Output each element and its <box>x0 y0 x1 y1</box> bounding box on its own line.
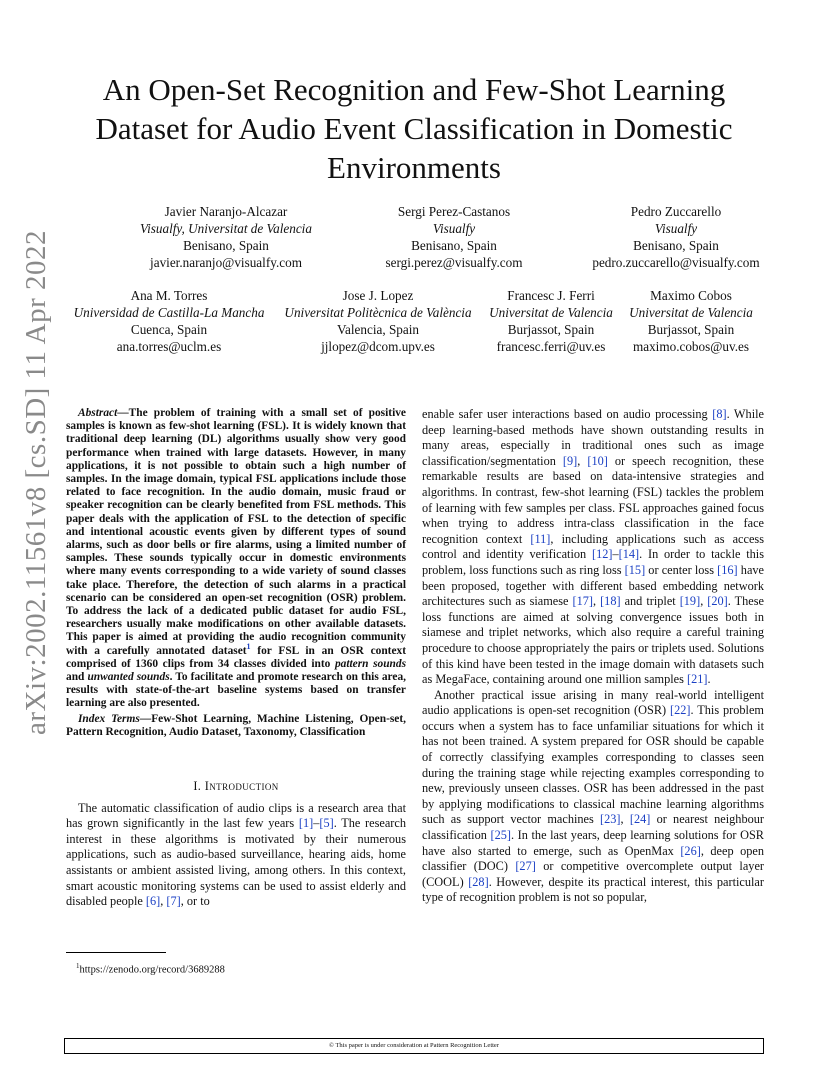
author-email: francesc.ferri@uv.es <box>496 339 606 354</box>
right-column <box>422 407 764 906</box>
body-paragraph: enable safer user interactions based on audio processing [8]. While deep learning-based methods have shown outstanding results in many areas, especially in traditional ones such as image classification/segmentation [9], [10] or speech recognition, these remarkable results are based on data-intensive strategies and algorithms. In contrast, few-shot learning (FSL) tackles the problem of learning with few samples per class. FSL approaches gained focus when trying to address intra-class classification in the face recognition context [11], including applications such as access control and identity verification [12]–[14]. In order to tackle this problem, loss functions such as ring loss [15] or center loss [16] have been proposed, together with different based embedding network architectures such as siamese [17], [18] and triplet [19], [20]. These loss functions are aimed at solving convergence issues both in siamese and triplet networks, which also require a careful training procedure to choose appropriately the pairs or triplets used. Solutions of this kind have been tested in the image domain with datasets such as MegaFace, containing around one million samples [21]. <box>422 407 765 687</box>
arxiv-stamp: arXiv:2002.11561v8 [cs.SD] 11 Apr 2022 <box>20 230 52 735</box>
abstract-label: Abstract <box>78 407 118 419</box>
citation-link[interactable]: [10] <box>587 453 608 468</box>
citation-link[interactable]: [20] <box>707 594 728 609</box>
abstract-emphasis: unwanted sounds <box>87 671 170 684</box>
abstract-text: . To facilitate and promote research on this area, results with state-of-the-art baseline systems based on transfer learning are also presented. <box>66 671 406 710</box>
footnote-link[interactable]: 1 <box>246 641 251 651</box>
citation-link[interactable]: [8] <box>712 407 727 421</box>
author-email: sergi.perez@visualfy.com <box>385 255 523 270</box>
author-affiliation: Universitat Politècnica de València <box>284 305 472 320</box>
section-heading <box>66 779 406 795</box>
citation-link[interactable]: [26] <box>680 843 701 858</box>
author-location: Cuenca, Spain <box>130 322 208 337</box>
citation-link[interactable]: [1] <box>298 816 314 831</box>
citation-link[interactable]: [19] <box>679 594 701 609</box>
footnote-divider <box>66 952 166 953</box>
author-name: Javier Naranjo-Alcazar <box>164 204 288 219</box>
abstract-emphasis: pattern sounds <box>334 657 406 670</box>
citation-link[interactable]: [11] <box>530 531 551 546</box>
author-affiliation: Visualfy <box>654 221 698 236</box>
author-block <box>624 287 758 355</box>
citation-link[interactable]: [6] <box>145 894 161 909</box>
footnote <box>76 960 225 977</box>
intro-paragraph: The automatic classification of audio clips is a research area that has grown significantly in the last few years [1]–[5]. The research interest in these algorithms is motivated by their numerous applications, such as audio-based surveillance, hearing aids, home assistants or ambient assisted living, among others. In this context, smart acoustic monitoring systems can be used to assist elderly and disabled people [6], [7], or to <box>66 800 407 909</box>
citation-link[interactable]: [5] <box>319 816 334 831</box>
author-email: jjlopez@dcom.upv.es <box>321 339 435 354</box>
index-terms-label: Index Terms <box>78 712 140 725</box>
author-name: Ana M. Torres <box>130 288 208 303</box>
left-column <box>66 407 406 910</box>
author-email: javier.naranjo@visualfy.com <box>150 255 302 270</box>
abstract-text: and <box>66 671 88 684</box>
author-block <box>586 203 766 271</box>
title-line: Environments <box>327 150 501 185</box>
citation-link[interactable]: [28] <box>468 874 489 889</box>
citation-link[interactable]: [15] <box>624 562 646 577</box>
author-name: Sergi Perez-Castanos <box>397 204 511 219</box>
author-name: Pedro Zuccarello <box>630 204 722 219</box>
citation-link[interactable]: [27] <box>515 859 536 874</box>
author-location: Burjassot, Spain <box>647 322 735 337</box>
abstract <box>66 407 406 711</box>
author-block <box>484 287 618 355</box>
author-affiliation: Visualfy <box>432 221 476 236</box>
author-location: Benisano, Spain <box>183 238 269 253</box>
citation-link[interactable]: [9] <box>562 453 578 468</box>
author-affiliation: Universitat de Valencia <box>489 305 613 320</box>
author-email: maximo.cobos@uv.es <box>632 339 750 354</box>
citation-link[interactable]: [24] <box>629 812 651 827</box>
author-location: Valencia, Spain <box>336 322 420 337</box>
citation-link[interactable]: [18] <box>600 594 621 609</box>
author-affiliation: Visualfy, Universitat de Valencia <box>140 221 312 236</box>
author-block <box>278 287 478 355</box>
footnote-url[interactable]: https://zenodo.org/record/3689288 <box>79 964 225 976</box>
index-terms <box>66 713 406 739</box>
abstract-text: for FSL in an OSR context comprised of 1360 clips from 34 classes divided into <box>66 644 406 670</box>
title-line: Dataset for Audio Event Classification in Domestic <box>95 111 733 146</box>
body-paragraph: Another practical issue arising in many real-world intelligent audio applications is open-set recognition (OSR) [22]. This problem occurs when a system has to face unfamiliar situations for which it has not been trained. A system prepared for OSR should be capable of correctly classifying examples corresponding to classes seen during the training stage while rejecting examples corresponding to new, previously unseen classes. OSR has been addressed in the past by applying modifications to classical machine learning algorithms such as support vector machines [23], [24] or nearest neighbour classification [25]. In the last years, deep learning solutions for OSR have also started to emerge, such as OpenMax [26], deep open classifier (DOC) [27] or competitive overcomplete output layer (COOL) [28]. However, despite its practical interest, this particular type of recognition problem is not so popular, <box>422 687 765 905</box>
paper-title <box>60 70 768 187</box>
citation-link[interactable]: [7] <box>166 894 181 909</box>
citation-link[interactable]: [22] <box>670 703 691 718</box>
footer-note: © This paper is under consideration at Pattern Recognition Letter <box>64 1038 764 1054</box>
author-email: ana.torres@uclm.es <box>116 339 222 354</box>
author-name: Maximo Cobos <box>650 288 732 303</box>
citation-link[interactable]: [14] <box>618 547 640 562</box>
author-affiliation: Universidad de Castilla-La Mancha <box>73 305 265 320</box>
citation-link[interactable]: [12] <box>591 547 613 562</box>
author-block <box>364 203 544 271</box>
footnote-mark: 1 <box>76 962 80 970</box>
author-block <box>136 203 316 271</box>
author-location: Burjassot, Spain <box>507 322 595 337</box>
citation-link[interactable]: [17] <box>572 594 593 609</box>
citation-link[interactable]: [23] <box>600 812 621 827</box>
citation-link[interactable]: [25] <box>490 828 511 843</box>
index-terms-text: —Few-Shot Learning, Machine Listening, Open-set, Pattern Recognition, Audio Dataset, Taxonomy, Classification <box>66 712 406 738</box>
author-block <box>66 287 272 355</box>
author-name: Francesc J. Ferri <box>507 288 595 303</box>
title-line: An Open-Set Recognition and Few-Shot Learning <box>102 72 726 107</box>
author-affiliation: Universitat de Valencia <box>629 305 753 320</box>
author-location: Benisano, Spain <box>411 238 497 253</box>
author-location: Benisano, Spain <box>633 238 719 253</box>
section-number: I. <box>193 779 202 794</box>
author-email: pedro.zuccarello@visualfy.com <box>592 255 760 270</box>
section-title: Introduction <box>204 779 279 794</box>
citation-link[interactable]: [21] <box>687 672 708 687</box>
author-name: Jose J. Lopez <box>342 288 414 303</box>
citation-link[interactable]: [16] <box>717 562 738 577</box>
abstract-text: —The problem of training with a small set of positive samples is known as few-shot learning (FSL). It is widely known that traditional deep learning (DL) algorithms usually show very good performance when trained with large datasets. However, in many applications, it is not possible to obtain such a high number of samples. In the image domain, typical FSL applications include those related to face recognition. In the audio domain, music fraud or speaker recognition can be clearly benefited from FSL methods. This paper deals with the application of FSL to the detection of specific and intentional acoustic events given by different types of sound alarms, such as door bells or fire alarms, using a limited number of samples. These sounds typically occur in domestic environments where many events corresponding to a wide variety of sound classes take place. Therefore, the detection of such alarms in a practical scenario can be considered an open-set recognition (OSR) problem. To address the lack of a dedicated public dataset for audio FSL, researchers usually make modifications on other available datasets. This paper is aimed at providing the audio recognition community with a carefully annotated dataset <box>66 407 406 657</box>
